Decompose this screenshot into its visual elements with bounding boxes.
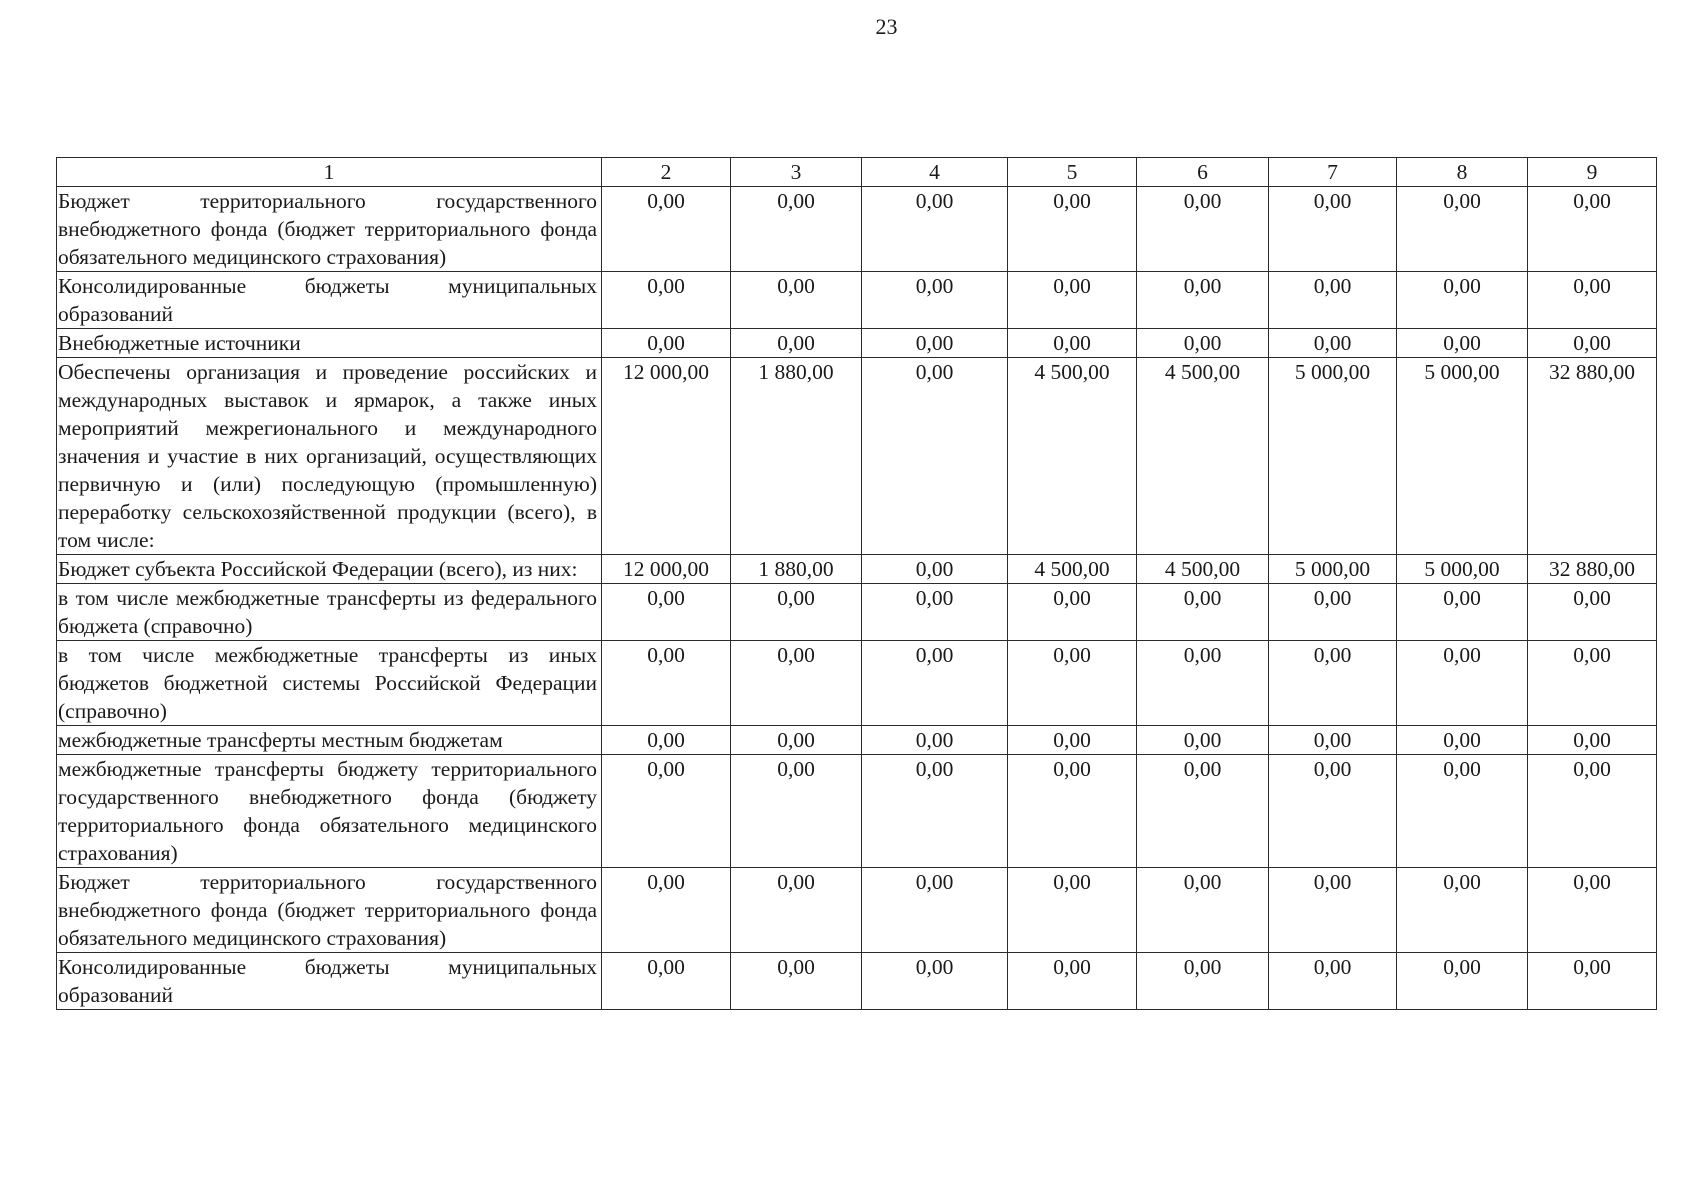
row-label: Внебюджетные источники (57, 329, 602, 358)
table-row (57, 555, 1657, 584)
value-cell: 0,00 (862, 953, 1008, 1010)
value-cell: 0,00 (602, 868, 731, 953)
value-cell: 0,00 (1269, 641, 1397, 726)
value-cell: 0,00 (1397, 584, 1528, 641)
header-cell: 7 (1269, 158, 1397, 187)
value-cell: 0,00 (731, 726, 862, 755)
value-cell: 0,00 (602, 755, 731, 868)
value-cell: 0,00 (1397, 868, 1528, 953)
value-cell: 0,00 (1008, 584, 1137, 641)
row-label: Обеспечены организация и проведение российских и международных выставок и ярмарок, а также иных мероприятий межрегионального и международного значения и участие в них организаций, осуществляющих первичную и (или) последующую (промышленную) переработку сельскохозяйственной продукции (всего), в том числе: (57, 358, 602, 555)
value-cell: 5 000,00 (1269, 555, 1397, 584)
value-cell: 5 000,00 (1269, 358, 1397, 555)
table-row (57, 641, 1657, 726)
value-cell: 0,00 (862, 755, 1008, 868)
value-cell: 32 880,00 (1528, 555, 1657, 584)
value-cell: 0,00 (1137, 329, 1269, 358)
value-cell: 0,00 (1269, 953, 1397, 1010)
value-cell: 4 500,00 (1137, 555, 1269, 584)
table-row (57, 953, 1657, 1010)
row-label: Консолидированные бюджеты муниципальных образований (57, 953, 602, 1010)
value-cell: 0,00 (862, 726, 1008, 755)
value-cell: 0,00 (602, 187, 731, 272)
value-cell: 0,00 (1269, 726, 1397, 755)
value-cell: 0,00 (1137, 755, 1269, 868)
value-cell: 0,00 (1269, 329, 1397, 358)
row-label: Консолидированные бюджеты муниципальных образований (57, 272, 602, 329)
table-row (57, 868, 1657, 953)
value-cell: 1 880,00 (731, 358, 862, 555)
value-cell: 0,00 (731, 584, 862, 641)
value-cell: 0,00 (1269, 584, 1397, 641)
value-cell: 4 500,00 (1008, 358, 1137, 555)
value-cell: 0,00 (1528, 329, 1657, 358)
header-cell: 4 (862, 158, 1008, 187)
value-cell: 0,00 (1137, 953, 1269, 1010)
value-cell: 0,00 (731, 641, 862, 726)
value-cell: 0,00 (1269, 868, 1397, 953)
header-cell: 6 (1137, 158, 1269, 187)
header-cell: 2 (602, 158, 731, 187)
value-cell: 0,00 (1397, 755, 1528, 868)
value-cell: 0,00 (602, 726, 731, 755)
table-row (57, 726, 1657, 755)
table-row (57, 755, 1657, 868)
row-label: в том числе межбюджетные трансферты из федерального бюджета (справочно) (57, 584, 602, 641)
table-row (57, 584, 1657, 641)
value-cell: 0,00 (1528, 868, 1657, 953)
value-cell: 12 000,00 (602, 555, 731, 584)
value-cell: 0,00 (862, 641, 1008, 726)
row-label: Бюджет территориального государственного внебюджетного фонда (бюджет территориального фонда обязательного медицинского страхования) (57, 868, 602, 953)
value-cell: 0,00 (1528, 187, 1657, 272)
value-cell: 0,00 (1008, 755, 1137, 868)
page-number: 23 (875, 14, 898, 39)
value-cell: 0,00 (862, 868, 1008, 953)
value-cell: 0,00 (731, 868, 862, 953)
value-cell: 0,00 (1528, 584, 1657, 641)
value-cell: 0,00 (602, 329, 731, 358)
value-cell: 0,00 (862, 584, 1008, 641)
header-cell: 8 (1397, 158, 1528, 187)
value-cell: 0,00 (1397, 641, 1528, 726)
value-cell: 0,00 (1397, 187, 1528, 272)
value-cell: 4 500,00 (1137, 358, 1269, 555)
value-cell: 0,00 (1528, 726, 1657, 755)
value-cell: 0,00 (1269, 755, 1397, 868)
value-cell: 0,00 (602, 953, 731, 1010)
row-label: межбюджетные трансферты местным бюджетам (57, 726, 602, 755)
header-row (57, 158, 1657, 187)
value-cell: 0,00 (602, 641, 731, 726)
value-cell: 0,00 (602, 272, 731, 329)
header-cell: 3 (731, 158, 862, 187)
value-cell: 0,00 (731, 329, 862, 358)
value-cell: 0,00 (862, 329, 1008, 358)
table-row (57, 272, 1657, 329)
value-cell: 32 880,00 (1528, 358, 1657, 555)
budget-table (56, 157, 1657, 1010)
value-cell: 0,00 (731, 953, 862, 1010)
value-cell: 0,00 (1137, 272, 1269, 329)
value-cell: 0,00 (1137, 641, 1269, 726)
value-cell: 0,00 (1137, 584, 1269, 641)
value-cell: 0,00 (602, 584, 731, 641)
value-cell: 12 000,00 (602, 358, 731, 555)
value-cell: 0,00 (1269, 187, 1397, 272)
value-cell: 5 000,00 (1397, 358, 1528, 555)
value-cell: 0,00 (1008, 641, 1137, 726)
value-cell: 4 500,00 (1008, 555, 1137, 584)
value-cell: 5 000,00 (1397, 555, 1528, 584)
value-cell: 0,00 (1008, 868, 1137, 953)
table-row (57, 187, 1657, 272)
row-label: межбюджетные трансферты бюджету территориального государственного внебюджетного фонда (бюджету территориального фонда обязательного медицинского страхования) (57, 755, 602, 868)
value-cell: 0,00 (1008, 953, 1137, 1010)
value-cell: 0,00 (862, 555, 1008, 584)
value-cell: 0,00 (731, 272, 862, 329)
value-cell: 0,00 (1269, 272, 1397, 329)
table-row (57, 329, 1657, 358)
value-cell: 0,00 (1008, 187, 1137, 272)
header-cell: 5 (1008, 158, 1137, 187)
value-cell: 0,00 (1397, 726, 1528, 755)
value-cell: 0,00 (862, 272, 1008, 329)
value-cell: 0,00 (1528, 641, 1657, 726)
value-cell: 0,00 (1397, 329, 1528, 358)
value-cell: 0,00 (1397, 272, 1528, 329)
value-cell: 0,00 (862, 358, 1008, 555)
row-label: Бюджет территориального государственного внебюджетного фонда (бюджет территориального фонда обязательного медицинского страхования) (57, 187, 602, 272)
value-cell: 0,00 (1528, 272, 1657, 329)
row-label: Бюджет субъекта Российской Федерации (всего), из них: (57, 555, 602, 584)
value-cell: 0,00 (1397, 953, 1528, 1010)
value-cell: 0,00 (1137, 868, 1269, 953)
value-cell: 0,00 (731, 187, 862, 272)
value-cell: 0,00 (862, 187, 1008, 272)
row-label: в том числе межбюджетные трансферты из иных бюджетов бюджетной системы Российской Федерации (справочно) (57, 641, 602, 726)
value-cell: 0,00 (1008, 329, 1137, 358)
value-cell: 1 880,00 (731, 555, 862, 584)
value-cell: 0,00 (1137, 726, 1269, 755)
header-cell: 9 (1528, 158, 1657, 187)
value-cell: 0,00 (1528, 953, 1657, 1010)
header-cell: 1 (57, 158, 602, 187)
value-cell: 0,00 (1528, 755, 1657, 868)
table-row (57, 358, 1657, 555)
value-cell: 0,00 (1008, 726, 1137, 755)
value-cell: 0,00 (1137, 187, 1269, 272)
value-cell: 0,00 (731, 755, 862, 868)
value-cell: 0,00 (1008, 272, 1137, 329)
